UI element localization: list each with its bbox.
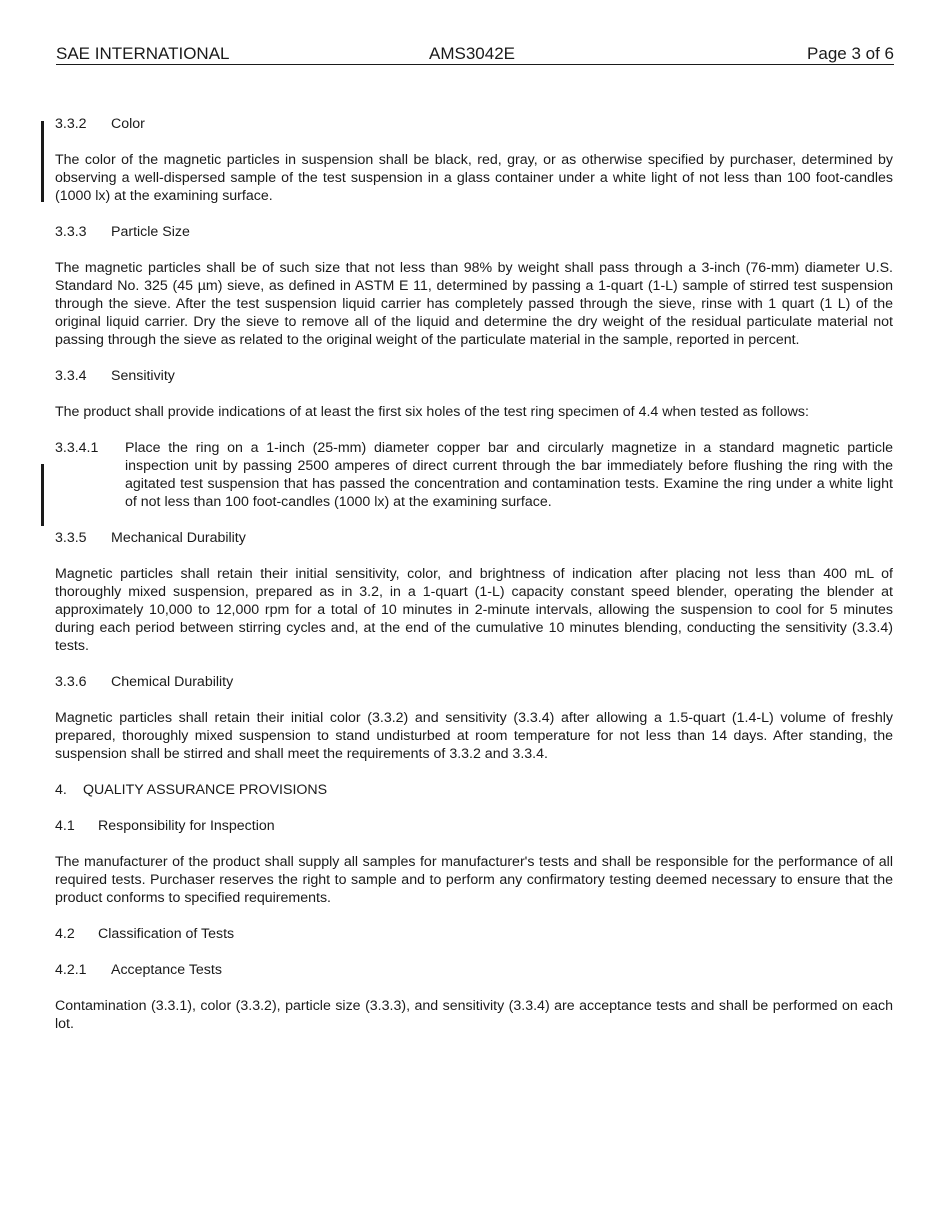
section-paragraph-3-3-4: The product shall provide indications of at least the first six holes of the test ring specimen of 4.4 when tested as follows:	[55, 404, 809, 420]
header-org: SAE INTERNATIONAL	[56, 44, 230, 63]
section-heading-4	[55, 781, 893, 799]
section-heading-3-3-5	[55, 529, 893, 547]
section-paragraph-3-3-3: The magnetic particles shall be of such size that not less than 98% by weight shall pass through a 3-inch (76-mm) diameter U.S. Standard No. 325 (45 µm) sieve, as defined in ASTM E 11, determined by passing a 1-quart (1-L) sample of stirred test suspension through the sieve. After the test suspension liquid carrier has completely passed through the sieve, rinse with 1 quart (1 L) of the original liquid carrier. Dry the sieve to remove all of the liquid and determine the dry weight of the residual particulate material not passing through the sieve as related to the original weight of the particulate material in the sample, reported in percent.	[55, 260, 893, 348]
section-paragraph-3-3-6: Magnetic particles shall retain their initial color (3.3.2) and sensitivity (3.3.4) after allowing a 1.5-quart (1.4-L) volume of freshly prepared, thoroughly mixed suspension to stand undisturbed at room temperature for not less than 14 days. After standing, the suspension shall be stirred and shall meet the requirements of 3.3.2 and 3.3.4.	[55, 710, 893, 762]
section-title: QUALITY ASSURANCE PROVISIONS	[83, 782, 328, 798]
section-paragraph-4-2-1: Contamination (3.3.1), color (3.3.2), particle size (3.3.3), and sensitivity (3.3.4) are acceptance tests and shall be performed on each lot.	[55, 998, 893, 1032]
section-number: 3.3.2	[55, 116, 87, 132]
section-paragraph-4-1: The manufacturer of the product shall supply all samples for manufacturer's tests and shall be responsible for the performance of all required tests. Purchaser reserves the right to sample and to perform any confirmatory testing deemed necessary to ensure that the product conforms to specified requirements.	[55, 854, 893, 906]
section-heading-4-2-1	[55, 961, 893, 979]
section-heading-3-3-4	[55, 367, 893, 385]
section-title: Mechanical Durability	[111, 530, 246, 546]
section-heading-4-1	[55, 817, 893, 835]
revision-change-bar	[41, 464, 44, 526]
section-title: Classification of Tests	[98, 926, 235, 942]
revision-change-bar	[41, 121, 44, 202]
section-paragraph-3-3-5: Magnetic particles shall retain their initial sensitivity, color, and brightness of indication after placing not less than 400 mL of thoroughly mixed suspension, prepared as in 3.2, in a 1-quart (1-L) capacity constant speed blender, operating the blender at approximately 10,000 to 12,000 rpm for a total of 10 minutes in 2-minute intervals, allowing the suspension to cool for 5 minutes during each period between stirring cycles and, at the end of the cumulative 10 minutes blending, conducting the sensitivity (3.3.4) tests.	[55, 566, 893, 654]
subsection-3-3-4-1	[55, 439, 893, 511]
header-doc-number: AMS3042E	[429, 44, 515, 63]
section-title: Acceptance Tests	[111, 962, 222, 978]
section-number: 3.3.3	[55, 224, 87, 240]
section-number: 4.2	[55, 926, 75, 942]
section-number: 3.3.5	[55, 530, 87, 546]
section-number: 4.	[55, 782, 67, 798]
document-body	[55, 115, 893, 1051]
section-title: Responsibility for Inspection	[98, 818, 275, 834]
section-heading-4-2	[55, 925, 893, 943]
subsection-paragraph: Place the ring on a 1-inch (25-mm) diameter copper bar and circularly magnetize in a standard magnetic particle inspection unit by passing 2500 amperes of direct current through the bar immediately before flushing the ring with the agitated test suspension that has passed the concentration and contamination tests. Examine the ring under a white light of not less than 100 foot-candles (1000 lx) at the examining surface.	[125, 440, 893, 510]
subsection-number: 3.3.4.1	[55, 440, 99, 456]
section-title: Particle Size	[111, 224, 190, 240]
page-header	[56, 44, 894, 65]
section-number: 3.3.4	[55, 368, 87, 384]
section-number: 3.3.6	[55, 674, 87, 690]
section-title: Chemical Durability	[111, 674, 234, 690]
header-page-number: Page 3 of 6	[807, 44, 894, 63]
section-number: 4.2.1	[55, 962, 87, 978]
section-heading-3-3-6	[55, 673, 893, 691]
section-paragraph-3-3-2: The color of the magnetic particles in suspension shall be black, red, gray, or as otherwise specified by purchaser, determined by observing a well-dispersed sample of the test suspension in a glass container under a white light of not less than 100 foot-candles (1000 lx) at the examining surface.	[55, 152, 893, 204]
section-heading-3-3-2	[55, 115, 893, 133]
section-number: 4.1	[55, 818, 75, 834]
section-title: Color	[111, 116, 145, 132]
section-title: Sensitivity	[111, 368, 175, 384]
section-heading-3-3-3	[55, 223, 893, 241]
